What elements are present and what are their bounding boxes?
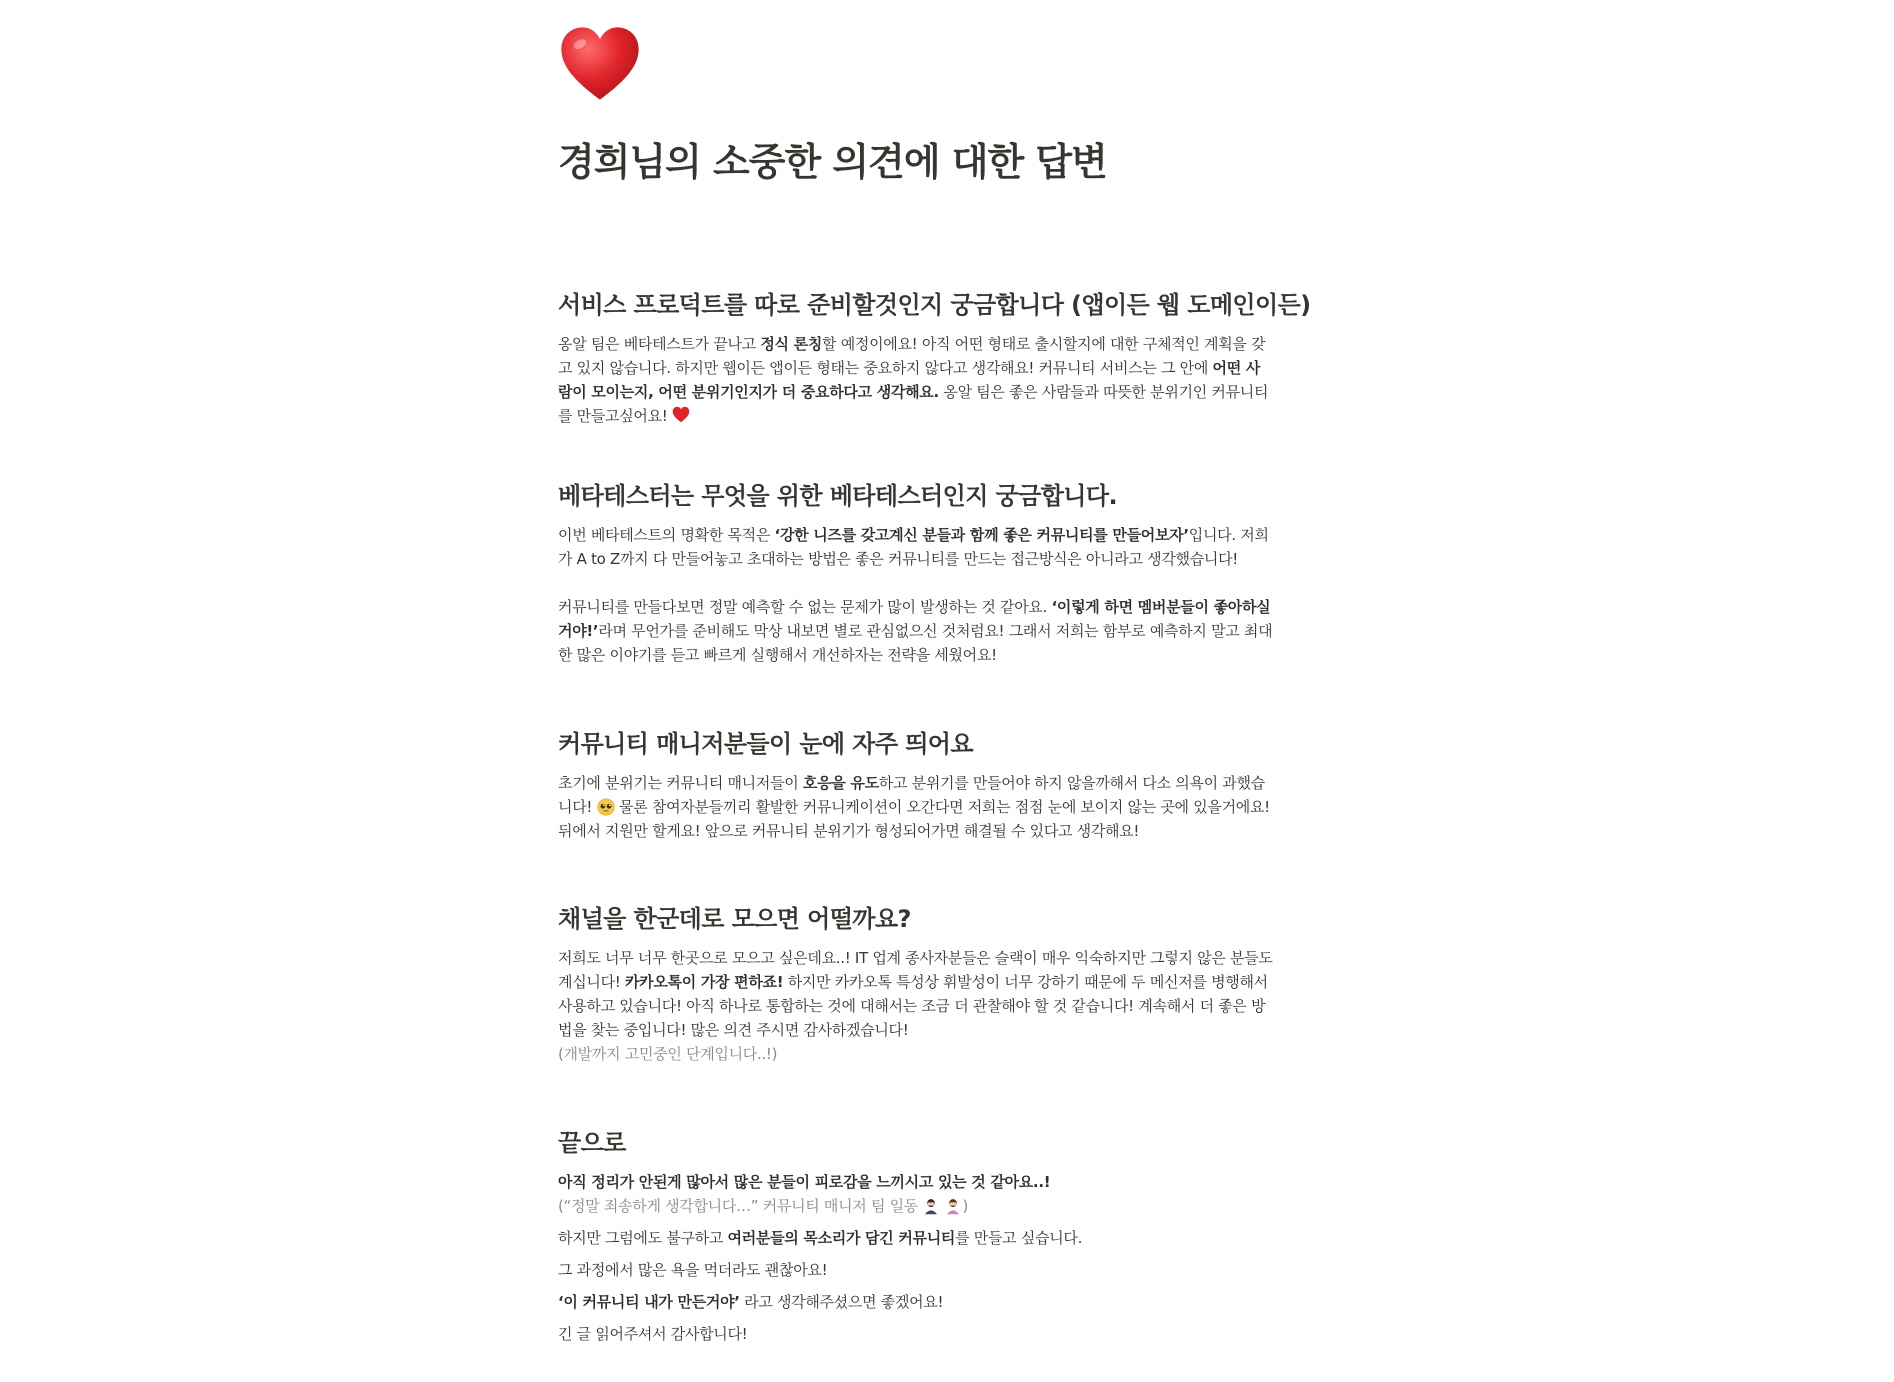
section-paragraph <box>558 332 1274 428</box>
text: 저희도 너무 너무 한곳으로 모으고 싶은데요..! IT 업계 종사자분들은 슬랙이 매우 익숙하지만 그렇지 않은 분들도 계십니다! <box>558 949 1273 991</box>
text: 하지만 카카오톡 특성상 휘발성이 너무 강하기 때문에 두 메신저를 병행해서 사용하고 있습니다! 아직 하나로 통합하는 것에 대해서는 조금 더 관찰해야 할 것 같습니다! 계속해서 더 좋은 방법을 찾는 중입니다! 많은 의견 주시면 감사하겠습니다! <box>558 973 1268 1039</box>
text: 라고 생각해주셨으면 좋겠어요! <box>739 1293 944 1311</box>
section-heading: 커뮤니티 매니저분들이 눈에 자주 띄어요 <box>558 730 973 758</box>
closing-note <box>558 1194 1274 1218</box>
bold-text: 아직 정리가 안된게 많아서 많은 분들이 피로감을 느끼시고 있는 것 같아요..! <box>558 1173 1051 1191</box>
text: 를 만들고 싶습니다. <box>955 1229 1083 1247</box>
text: ) <box>962 1197 969 1215</box>
spacer <box>558 571 1274 595</box>
bold-text: ‘강한 니즈를 갖고계신 분들과 함께 좋은 커뮤니티를 만들어보자’ <box>774 526 1189 544</box>
section-beta-tester <box>558 479 1274 667</box>
bold-text: ‘이 커뮤니티 내가 만든거야’ <box>558 1293 740 1311</box>
section-channel-merge <box>558 902 1274 1066</box>
section-service-product <box>558 288 1311 428</box>
bold-text: ‘이렇게 하면 멤버분들이 좋아하실거야!’ <box>558 598 1271 640</box>
text: (“정말 죄송하게 생각합니다…” 커뮤니티 매니저 팀 일동 <box>558 1197 923 1215</box>
section-paragraph <box>558 595 1274 667</box>
red-heart-icon <box>672 406 690 424</box>
bold-text: 어떤 사람이 모이는지, 어떤 분위기인지가 더 중요하다고 생각해요. <box>558 359 1261 401</box>
text: 커뮤니티를 만들다보면 정말 예측할 수 없는 문제가 많이 발생하는 것 같아요. <box>558 598 1052 616</box>
section-note: (개발까지 고민중인 단계입니다..!) <box>558 1045 778 1063</box>
section-heading: 끝으로 <box>558 1129 626 1157</box>
section-paragraph <box>558 946 1274 1042</box>
bold-text: 여러분들의 목소리가 담긴 커뮤니티 <box>727 1229 956 1247</box>
text: 물론 참여자분들끼리 활발한 커뮤니케이션이 오간다면 저희는 점점 눈에 보이지 않는 곳에 있을거에요! 뒤에서 지원만 할게요! 앞으로 커뮤니티 분위기가 형성되어가면 해결될 수 있다고 생각해요! <box>558 798 1270 840</box>
text: 할 예정이에요! 아직 어떤 형태로 출시할지에 대한 구체적인 계획을 갖고 있지 않습니다. 하지만 웹이든 앱이든 형태는 중요하지 않다고 생각해요! 커뮤니티 서비스는 그 안에 <box>558 335 1266 377</box>
section-heading: 서비스 프로덕트를 따로 준비할것인지 궁금합니다 (앱이든 웹 도메인이든) <box>558 291 1311 319</box>
section-heading: 채널을 한군데로 모으면 어떨까요? <box>558 905 911 933</box>
closing-line: 긴 글 읽어주셔서 감사합니다! <box>558 1325 748 1343</box>
text: 하지만 그럼에도 불구하고 <box>558 1229 728 1247</box>
text: 하고 분위기를 만들어야 하지 않을까해서 다소 의욕이 과했습니다! <box>558 774 1265 816</box>
section-closing <box>558 1126 1274 1346</box>
text: 옹알 팀은 좋은 사람들과 따뜻한 분위기인 커뮤니티를 만들고싶어요! <box>558 383 1269 425</box>
bold-text: 호응을 유도 <box>802 774 879 792</box>
red-heart-icon[interactable] <box>558 24 642 108</box>
section-heading: 베타테스터는 무엇을 위한 베타테스터인지 궁금합니다. <box>558 482 1117 510</box>
closing-line: 그 과정에서 많은 욕을 먹더라도 괜찮아요! <box>558 1261 828 1279</box>
bowing-person-icon <box>944 1197 962 1215</box>
text: 입니다. 저희가 A to Z까지 다 만들어놓고 초대하는 방법은 좋은 커뮤니티를 만드는 접근방식은 아니라고 생각했습니다! <box>558 526 1269 568</box>
bold-text: 카카오톡이 가장 편하죠! <box>624 973 784 991</box>
section-community-managers <box>558 727 1274 843</box>
text: 초기에 분위기는 커뮤니티 매니저들이 <box>558 774 803 792</box>
section-paragraph <box>558 523 1274 571</box>
closing-line <box>558 1170 1274 1194</box>
text: 라며 무언가를 준비해도 막상 내보면 별로 관심없으신 것처럼요! 그래서 저희는 함부로 예측하지 말고 최대한 많은 이야기를 듣고 빠르게 실행해서 개선하자는 전략을 세웠어요! <box>558 622 1273 664</box>
section-paragraph <box>558 771 1274 843</box>
bold-text: 정식 론칭 <box>760 335 823 353</box>
bowing-person-icon <box>922 1197 940 1215</box>
pleading-face-icon <box>597 798 615 816</box>
page-title: 경희님의 소중한 의견에 대한 답변 <box>558 140 1107 184</box>
text: 이번 베타테스트의 명확한 목적은 <box>558 526 775 544</box>
closing-line <box>558 1226 1274 1250</box>
text: 옹알 팀은 베타테스트가 끝나고 <box>558 335 761 353</box>
closing-line <box>558 1290 1274 1314</box>
